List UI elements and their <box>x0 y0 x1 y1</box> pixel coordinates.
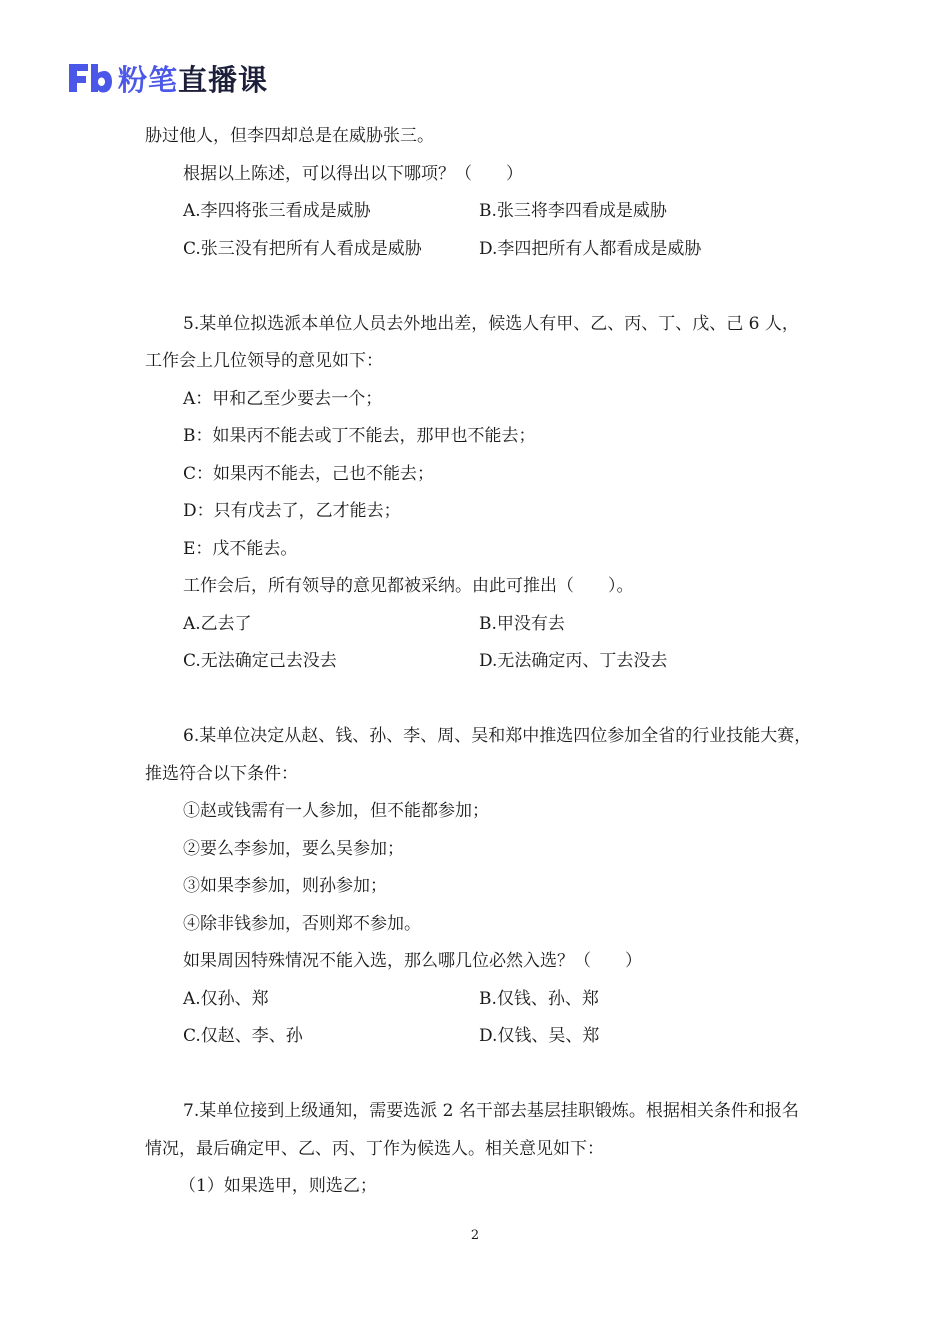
q5-condition-a: A：甲和乙至少要去一个； <box>183 388 383 409</box>
q5-option-a: A.乙去了 <box>183 613 252 634</box>
header-logo <box>66 58 268 98</box>
q5-condition-b: B：如果丙不能去或丁不能去，那甲也不能去； <box>183 426 536 446</box>
q6-option-d: D.仅钱、吴、郑 <box>479 1026 600 1046</box>
continuation-text: 胁过他人，但李四却总是在威胁张三。 <box>145 126 434 146</box>
option-c: C.张三没有把所有人看成是威胁 <box>183 238 422 259</box>
q6-condition-3: ③如果李参加，则孙参加； <box>183 876 387 896</box>
q6-stem: 6.某单位决定从赵、钱、孙、李、周、吴和郑中推选四位参加全省的行业技能大赛，推选符合以下条件： <box>145 726 812 784</box>
q6-question: 如果周因特殊情况不能入选，那么哪几位必然入选？（ ） <box>183 951 642 971</box>
q5-condition-c: C：如果丙不能去，己也不能去； <box>183 463 435 484</box>
option-b: B.张三将李四看成是威胁 <box>479 201 667 221</box>
continuation-question: 根据以上陈述，可以得出以下哪项？（ ） <box>183 163 523 184</box>
continuation-options-row-2 <box>145 231 815 269</box>
q6-option-c: C.仅赵、李、孙 <box>183 1026 303 1046</box>
q7-condition-1: （1）如果选甲，则选乙； <box>179 1176 377 1196</box>
q7-stem: 7.某单位接到上级通知，需要选派 2 名干部去基层挂职锻炼。根据相关条件和报名情况，最后确定甲、乙、丙、丁作为候选人。相关意见如下： <box>145 1101 799 1159</box>
q6-condition-2: ②要么李参加，要么吴参加； <box>183 838 404 859</box>
q5-question: 工作会后，所有领导的意见都被采纳。由此可推出（ ）。 <box>183 576 634 596</box>
fb-logo-icon <box>66 60 112 96</box>
q6-condition-1: ①赵或钱需有一人参加，但不能都参加； <box>183 801 489 821</box>
logo-rest-text: 直播课 <box>178 62 269 97</box>
q5-option-d: D.无法确定丙、丁去没去 <box>479 651 668 671</box>
q5-option-b: B.甲没有去 <box>479 613 565 634</box>
logo-text <box>118 58 268 99</box>
option-d: D.李四把所有人都看成是威胁 <box>479 238 702 259</box>
logo-brand-text: 粉笔 <box>118 62 179 97</box>
document-body <box>145 118 815 1206</box>
q5-options-row-1 <box>145 606 815 644</box>
q5-condition-e: E：戊不能去。 <box>183 538 298 559</box>
q5-stem: 5.某单位拟选派本单位人员去外地出差，候选人有甲、乙、丙、丁、戊、己 6 人，工作会上几位领导的意见如下： <box>145 313 799 371</box>
continuation-options-row-1 <box>145 193 815 231</box>
page-number: 2 <box>470 1228 480 1243</box>
q6-condition-4: ④除非钱参加，否则郑不参加。 <box>183 913 421 934</box>
q6-options-row-2 <box>145 1018 815 1056</box>
q6-options-row-1 <box>145 981 815 1019</box>
q6-option-b: B.仅钱、孙、郑 <box>479 988 599 1009</box>
q5-options-row-2 <box>145 643 815 681</box>
q6-option-a: A.仅孙、郑 <box>183 988 269 1009</box>
q5-option-c: C.无法确定己去没去 <box>183 651 337 671</box>
option-a: A.李四将张三看成是威胁 <box>183 201 371 221</box>
q5-condition-d: D：只有戊去了，乙才能去； <box>183 501 401 521</box>
